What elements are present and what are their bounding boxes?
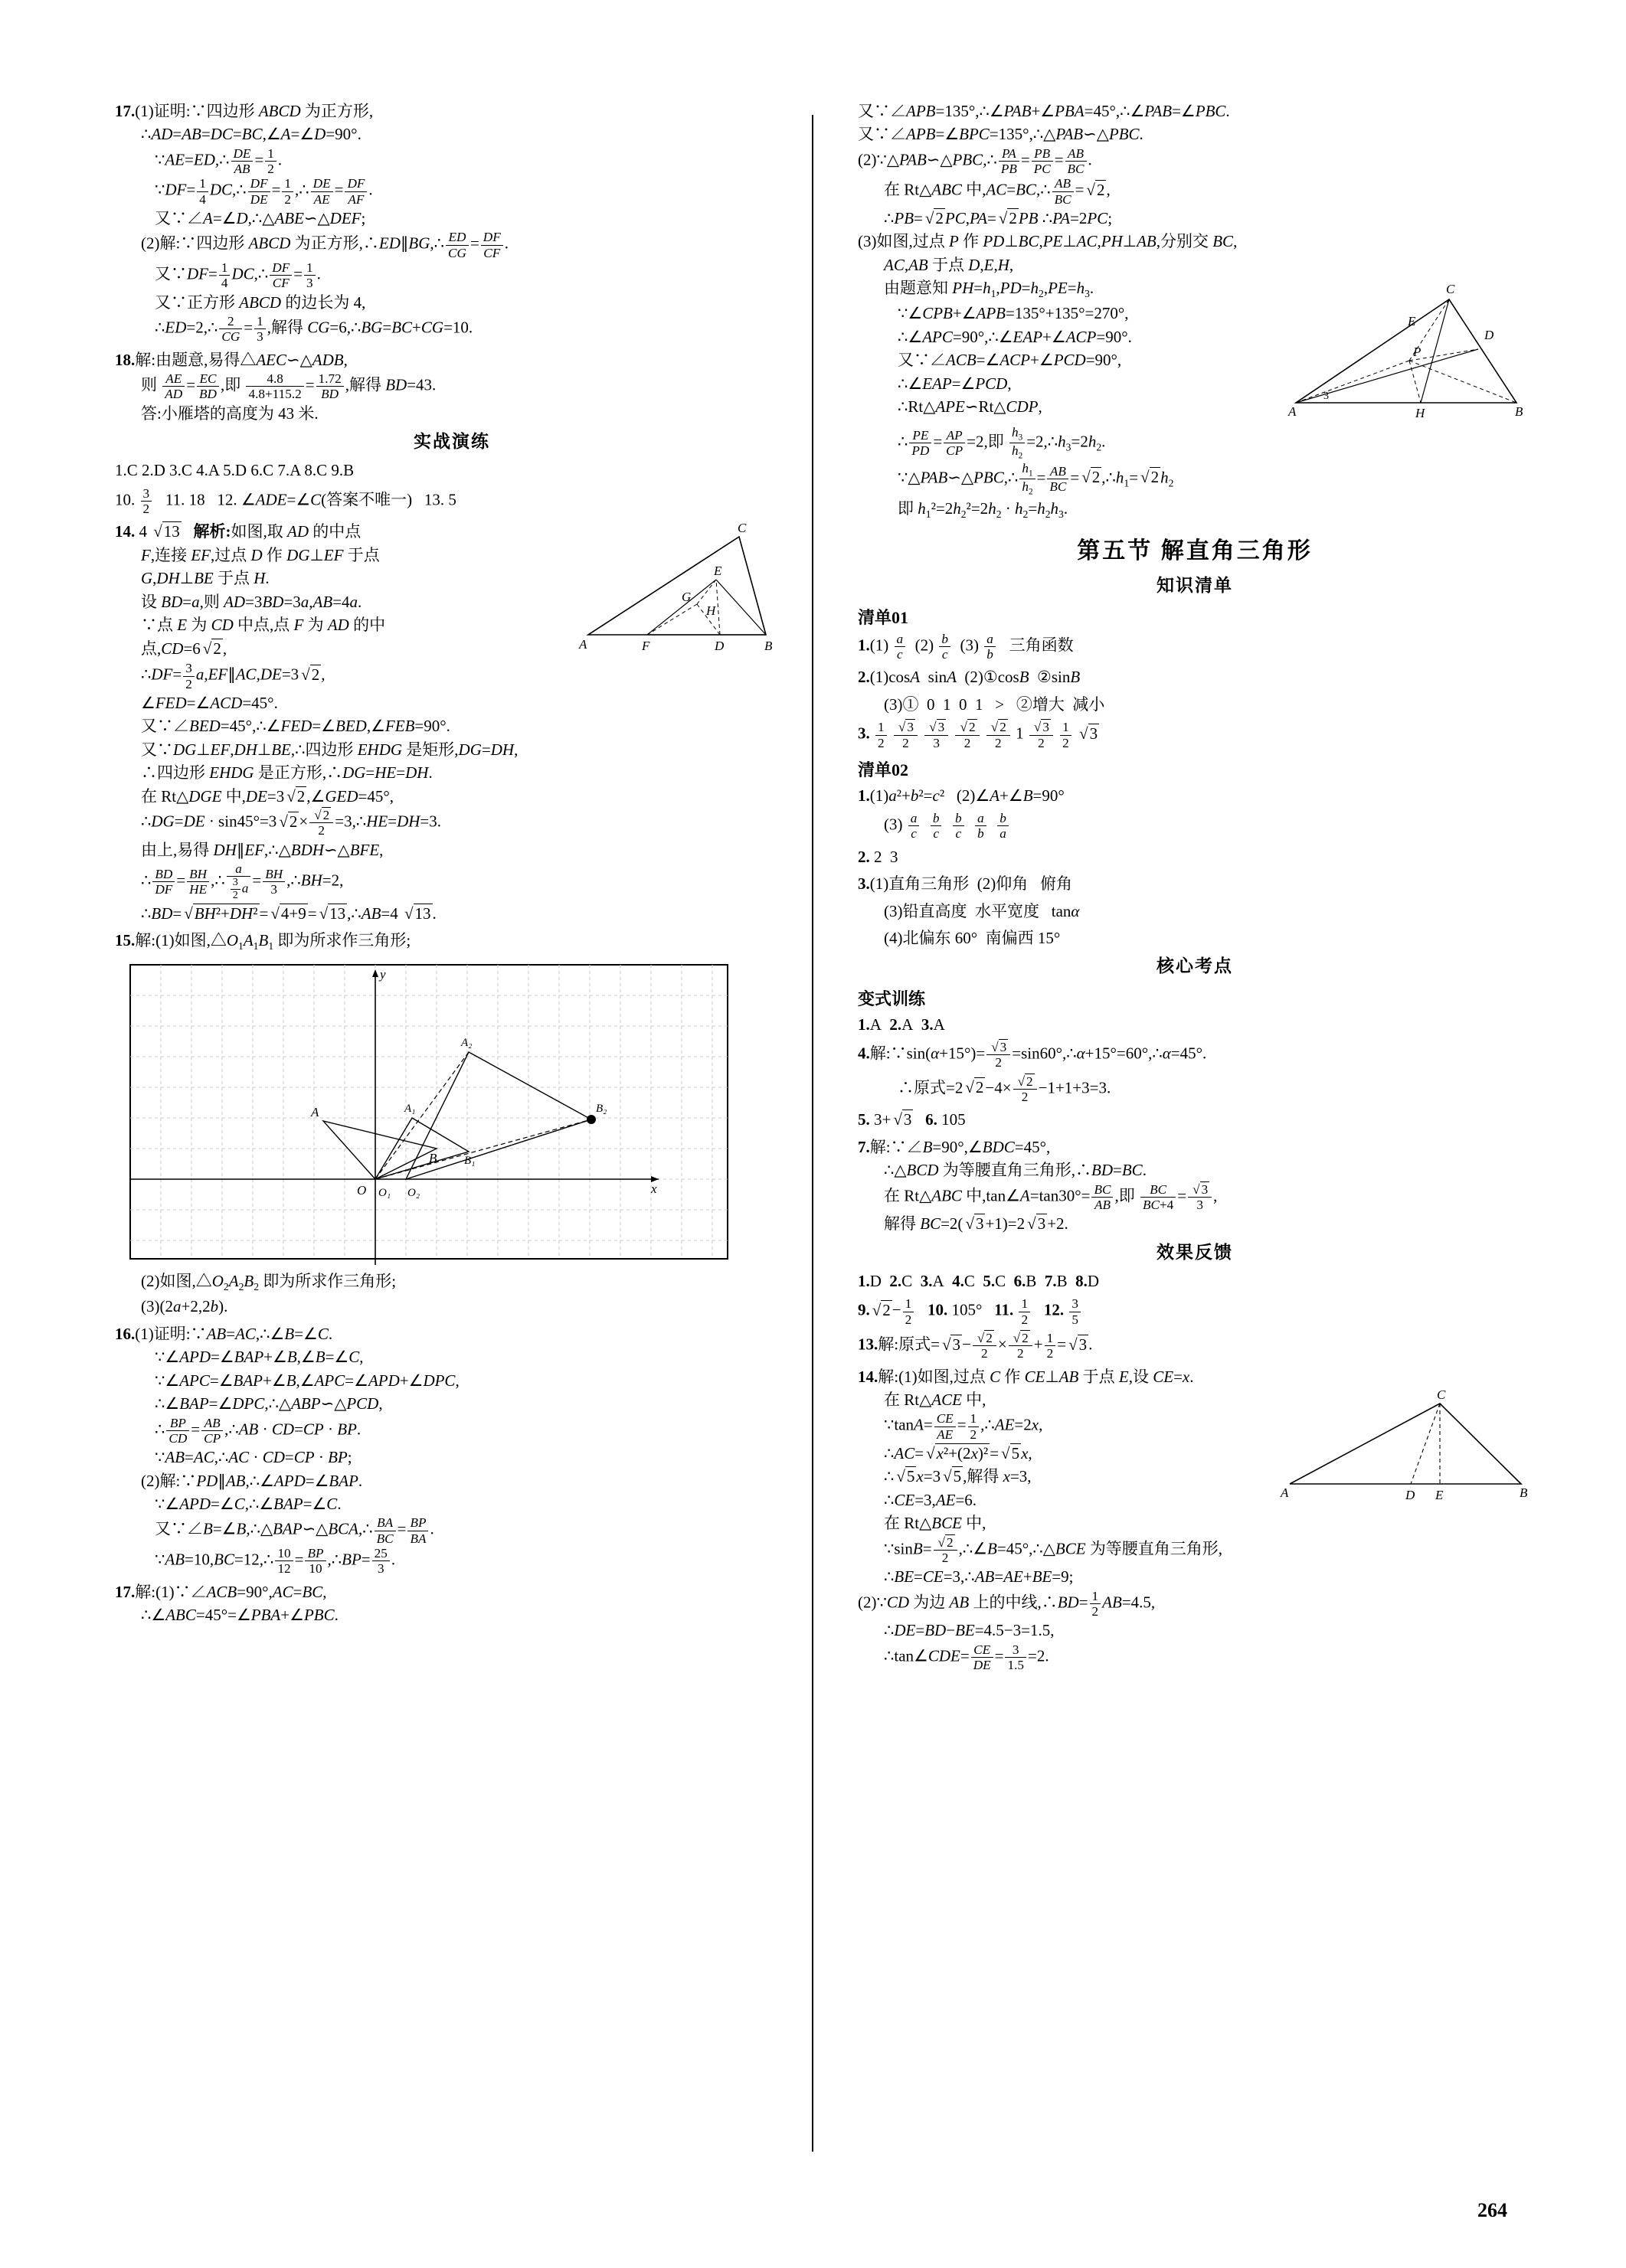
svg-text:E: E [1435,1487,1444,1502]
practice-answers-row-1: 1.C 2.D 3.C 4.A 5.D 6.C 7.A 8.C 9.B [115,461,355,480]
svg-text:H: H [706,603,716,619]
variation-line-1: 1.A 2.A 3.A [858,1015,945,1034]
list-02-line-3: 2. 2 3 [858,847,898,866]
effect-line-9: 9. √2− $\frac{1}{2}$ 10. 105° 11. $\frac{1}{2}$ 12. $\frac{3}{5}$ [858,1296,1532,1327]
svg-text:A₂: A₂ [461,1037,473,1050]
svg-text:C: C [1437,1387,1446,1402]
page-number: 264 [1477,2199,1507,2221]
svg-text:B₂: B₂ [596,1103,607,1116]
svg-text:3: 3 [1323,391,1329,403]
figure-17 [1287,276,1532,422]
svg-text:A: A [311,1105,319,1120]
svg-text:O₂: O₂ [407,1187,420,1200]
figure-14-right [1279,1388,1532,1503]
figure-15-grid [123,959,789,1265]
svg-text:A: A [1281,1485,1289,1500]
variation-line-4: 4.解:∵sin(α+15°)= $\frac{√ 3}{2}$ =sin60°,∴α+15°=60°,∴α=45°. [858,1040,1207,1070]
svg-text:E: E [714,564,722,579]
svg-text:x: x [651,1181,657,1197]
answer-item-18: 18.解:由题意,易得△AEC∽△ADB, 则 $\frac{AE}{AD}$ = $\frac{EC}{BD}$ ,即 $\frac{4.8}{4.8+115.2}$ = $\frac{1.72}{BD}$ ,解得 BD=43. 答:小雁塔的高度为 43 米. [115,350,437,423]
svg-text:P: P [1413,345,1422,360]
svg-text:C: C [1446,282,1455,297]
effect-line-14: 14.解:(1)如图,过点 C 作 CE⊥AB 于点 E,设 CE=x. C A D E B 在 Rt△ACE 中, ∵tanA= $\frac{CE}{AE}$ = $\frac{1}{2}$ ,∴AE=2x, ∴AC= √x²+(2x)²= √5x, ∴ √5x=3 √5,解得 x=3, ∴CE=3,AE=6. 在 Rt△BCE 中, ∵sinB= $\frac{√ 2}{2}$ ,∴∠B=45°,∴△BCE 为等腰直角三角形, ∴BE=CE=3,∴AB=AE+BE=9; (2)∵CD 为边 AB 上的中线,∴BD= $\frac{1}{2}$ AB=4.5, ∴DE=BD−BE=4.5−3=1.5, ∴tan∠CDE= $\frac{CE}{DE}$ = $\frac{3}{1.5}$ =2. [858,1365,1532,1673]
list-02-line-2: (3) $\frac{a}{c}$ $\frac{b}{c}$ $\frac{b}{c}$ $\frac{a}{b}$ $\frac{b}{a}$ [858,811,1532,842]
svg-text:C: C [738,521,747,536]
variation-line-7: 7.解:∵∠B=90°,∠BDC=45°, ∴△BCD 为等腰直角三角形,∴BD=BC. 在 Rt△ABC 中,tan∠A=tan30°= $\frac{BC}{AB}$ ,即 $\frac{BC}{BC+4}$ = $\frac{√ 3}{3}$ , 解得 BC=2( √3+1)=2 √3+2. [858,1137,1218,1234]
right-column [858,100,1532,1676]
svg-text:D: D [1484,328,1494,343]
section-title: 第五节 解直角三角形 [1077,538,1313,564]
svg-text:A: A [579,637,587,652]
answer-item-15: 15.解:(1)如图$,\triangle O_1A_1B_1$ 即为所求作三角形; y x O O₁ O₂ A A₁ A₂ B B₁ B₂ (2)如图$,\triangle O_2A_2B_2$ 即为所求作三角形; (3)(2a+2,2b). [115,929,789,1318]
svg-text:D: D [1405,1487,1415,1502]
list-02-line-1: 1.(1)a²+b²=c² (2)∠A+∠B=90° [858,786,1065,805]
svg-text:B: B [764,639,773,654]
svg-text:H: H [1415,406,1425,421]
effect-line-1: 1.D 2.C 3.A 4.C 5.C 6.B 7.B 8.D [858,1271,1100,1290]
core-points-title: 核心考点 [1157,956,1233,976]
list-01-title: 清单01 [858,607,909,627]
list-01-line-1: 1.(1) $\frac{a}{c}$ (2) $\frac{b}{c}$ (3) $\frac{a}{b}$ 三角函数 [858,631,1074,662]
svg-text:A₁: A₁ [404,1103,416,1116]
answer-item-14: C E G H A F D B 14. 4 √13 解析:如图,取 AD 的中点 F,连接 EF,过点 D 作 DG⊥EF 于点 G,DH⊥BE 于点 H. 设 BD=a,则 AD=3BD=3a,AB=4a. ∵点 E 为 CD 中点,点 F 为 AD 的中 点,CD=6 √2, ∴DF= $\frac{3}{2}$ a,EF∥AC,DE=3 √2, ∠FED=∠ACD=45°. 又∵∠BED=45°,∴∠FED=∠BED,∠FEB=90°. 又∵DG⊥EF,DH⊥BE,∴四边形 EHDG 是矩形,DG=DH, ∴四边形 EHDG 是正方形,∴DG=HE=DH. 在 Rt△DGE 中,DE=3 √2,∠GED=45°, ∴DG=DE · sin45°=3 √2× $\frac{√ 2}{2}$ =3,∴HE=DH=3. 由上,易得 DH∥EF,∴△BDH∽△BFE, ∴ $\frac{BD}{DF}$ = $\frac{BH}{HE}$ ,∴ a $\frac{3}{2}$ a = $\frac{BH}{3}$ ,∴BH=2, ∴BD= √BH²+DH²= √4+9= √13,∴AB=4 √13. [115,520,789,925]
svg-text:E: E [1408,314,1416,329]
list-01-line-2: 2.(1)cosA sinA (2)①cosB ②sinB [858,668,1081,687]
svg-text:D: D [715,639,725,654]
answer-item-17-continued: 又∵∠APB=135°,∴∠PAB+∠PBA=45°,∴∠PAB=∠PBC. 又∵∠APB=∠BPC=135°,∴△PAB∽△PBC. (2)∵△PAB∽△PBC,∴ $\frac{PA}{PB}$ = $\frac{PB}{PC}$ = $\frac{AB}{BC}$ . 在 Rt△ABC 中,AC=BC,∴ $\frac{AB}{BC}$ = √2, ∴PB= √2PC,PA= √2PB ∴PA=2PC; (3)如图,过点 P 作 PD⊥BC,PE⊥AC,PH⊥AB,分别交 BC, AC,AB 于点 D,E,H, C E D P A H B 3 由题意知 $PH=h_1,PD=h_2,PE=h_3$. ∵∠CPB+∠APB=135°+135°=270°, ∴∠APC=90°,∴∠EAP+∠ACP=90°. 又∵∠ACB=∠ACP+∠PCD=90°, ∴∠EAP=∠PCD, ∴Rt△APE∽Rt△CDP, ∴ $\frac{PE}{PD}$ = $\frac{AP}{CP}$ =2,即 $\frac{h_3}{h_2}$ $=2,\therefore h_3=2h_2$. ∵△PAB∽△PBC,∴ $\frac{h_1}{h_2}$ = $\frac{AB}{BC}$ = $√2,\therefore h_1= √2h_2$ 即 $h_1^2=2h_2^2=2h_2 \cdot h_2=h_2h_3$. [858,100,1532,522]
figure-14 [574,520,789,658]
answer-item-17: 17.(1)证明:∵四边形 ABCD 为正方形, ∴AD=AB=DC=BC,∠A=∠D=90°. ∵AE=ED,∴ $\frac{DE}{AB}$ = $\frac{1}{2}$ . ∵DF= $\frac{1}{4}$ DC,∴ $\frac{DF}{DE}$ = $\frac{1}{2}$ ,∴ $\frac{DE}{AE}$ = $\frac{DF}{AF}$ . 又∵∠A=∠D,∴△ABE∽△DEF; (2)解:∵四边形 ABCD 为正方形,∴ED∥BG,∴ $\frac{ED}{CG}$ = $\frac{DF}{CF}$ . 又∵DF= $\frac{1}{4}$ DC,∴ $\frac{DF}{CF}$ = $\frac{1}{3}$ . 又∵正方形 ABCD 的边长为 4, ∴ED=2,∴ $\frac{2}{CG}$ = $\frac{1}{3}$ ,解得 CG=6,∴BG=BC+CG=10. [115,102,509,345]
svg-text:B: B [1515,404,1523,420]
svg-text:B₁: B₁ [464,1155,476,1168]
practice-section-title: 实战演练 [414,432,490,451]
answer-item-17b: 17.解:(1)∵∠ACB=90°,AC=BC, ∴∠ABC=45°=∠PBA+∠PBC. [115,1582,339,1625]
svg-text:B: B [1520,1485,1528,1500]
left-column [115,100,789,1630]
list-02-title: 清单02 [858,760,909,779]
list-02-line-5: (3)铅直高度 水平宽度 tanα [884,901,1080,920]
list-01-line-4: 3. $\frac{1}{2}$ $\frac{√ 3}{2}$ $\frac{√ 3}{3}$ $\frac{√ 2}{2}$ $\frac{√ 2}{2}$ 1 $\frac{√ 3}{2}$ $\frac{1}{2}$ √3 [858,720,1098,750]
variation-title: 变式训练 [858,989,926,1008]
variation-line-5: 5. 3+ √3 6. 105 [858,1110,966,1129]
svg-text:A: A [1288,404,1297,420]
effect-feedback-title: 效果反馈 [1157,1242,1233,1262]
variation-line-4b: ∴原式=2 √2−4× $\frac{√ 2}{2}$ −1+1+3=3. [898,1074,1111,1104]
list-02-line-6: (4)北偏东 60° 南偏西 15° [884,929,1061,948]
svg-text:O: O [357,1183,367,1198]
column-divider [812,115,813,2152]
svg-text:O₁: O₁ [378,1187,391,1200]
practice-answers-row-2: 10. $\frac{3}{2}$ 11. 18 12. ∠ADE=∠C(答案不唯一) 13. 5 [115,485,456,517]
svg-text:B: B [429,1151,437,1166]
effect-line-13: 13.解:原式= √3− $\frac{√ 2}{2}$ × $\frac{√ 2}{2}$ + $\frac{1}{2}$ = √3. [858,1330,1093,1361]
svg-text:F: F [642,639,650,654]
list-02-line-4: 3.(1)直角三角形 (2)仰角 俯角 [858,874,1072,894]
knowledge-list-title: 知识清单 [1157,575,1233,595]
svg-text:y: y [380,967,386,982]
list-01-line-3: (3)① 0 1 0 1 > ②增大 减小 [884,694,1105,714]
answer-item-16: 16.(1)证明:∵AB=AC,∴∠B=∠C. ∵∠APD=∠BAP+∠B,∠B=∠C, ∵∠APC=∠BAP+∠B,∠APC=∠APD+∠DPC, ∴∠BAP=∠DPC,∴△ABP∽△PCD, ∴ $\frac{BP}{CD}$ = $\frac{AB}{CP}$ ,∴AB · CD=CP · BP. ∵AB=AC,∴AC · CD=CP · BP; (2)解:∵PD∥AB,∴∠APD=∠BAP. ∵∠APD=∠C,∴∠BAP=∠C. 又∵∠B=∠B,∴△BAP∽△BCA,∴ $\frac{BA}{BC}$ = $\frac{BP}{BA}$ . ∵AB=10,BC=12,∴ $\frac{10}{12}$ = $\frac{BP}{10}$ ,∴BP= $\frac{25}{3}$ . [115,1324,460,1577]
svg-text:G: G [682,590,692,605]
